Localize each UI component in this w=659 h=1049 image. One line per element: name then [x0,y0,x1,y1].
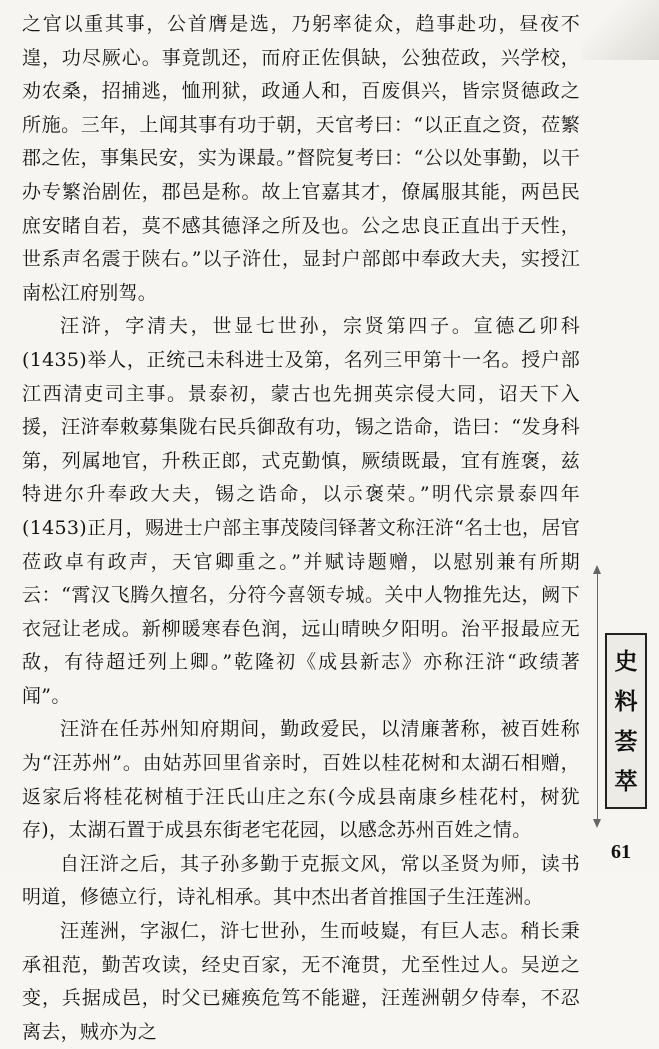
paragraph-1: 之官以重其事，公首膺是选，乃躬率徒众，趋事赴功，昼夜不遑，功尽厥心。事竟凯还，而府正佐俱缺，公独莅政，兴学校，劝农桑，招捕逃，恤刑狱，政通人和，百废俱兴，皆宗贤德政之所施。三年，上闻其事有功于朝，天官考曰：“以正直之资，莅繁郡之佐，事集民安，实为课最。”督院复考曰：“公以处事勤，以干办专繁治剧佐，郡邑是称。故上官嘉其才，僚属服其能，两邑民庶安睹自若，莫不感其德泽之所及也。公之忠良正直出于天性，世系声名震于陕右。”以子浒仕，显封户部郎中奉政大夫，实授江南松江府别驾。 [22,13,580,304]
paragraph-2: 汪浒，字清夫，世显七世孙，宗贤第四子。宣德乙卯科(1435)举人，正统己未科进士及第，名列三甲第十一名。授户部江西清吏司主事。景泰初，蒙古也先拥英宗侵大同，诏天下入援，汪浒奉敕募集陇右民兵御敌有功，锡之诰命，诰曰：“发身科第，列属地官，升秩正郎，式克勤慎，厥绩既最，宜有旌褒，兹特进尔升奉政大夫，锡之诰命，以示褒荣。”明代宗景泰四年(1453)正月，赐进士户部主事茂陵闫铎著文称汪浒“名士也，居官莅政卓有政声，天官卿重之。”并赋诗题赠，以慰别兼有所期云：“霄汉飞腾久擅名，分符今喜领专城。关中人物推先达，阙下衣冠让老成。新柳暖寒春色润，远山晴映夕阳明。治平报最应无敌，有待超迁列上卿。”乾隆初《成县新志》亦称汪浒“政绩著闻”。 [22,315,580,707]
paragraph-4: 自汪浒之后，其子孙多勤于克振文风，常以圣贤为师，读书明道，修德立行，诗礼相承。其中杰出者首推国子生汪莲洲。 [22,852,580,909]
side-column [591,565,651,865]
side-rule [597,573,598,821]
section-label-char: 荟 [614,727,638,755]
scan-shadow [581,0,659,60]
section-label-char: 萃 [614,767,638,795]
section-label-char: 料 [614,687,638,715]
section-label-char: 史 [614,647,638,675]
section-label [605,633,647,809]
paragraph-5: 汪莲洲，字淑仁，浒七世孙，生而岐嶷，有巨人志。稍长秉承祖范，勤苦攻读，经史百家，无不淹贯，尤至性过人。吴逆之变，兵据成邑，时父已瘫痪危笃不能避，汪莲洲朝夕侍奉，不忍离去，贼亦为之 [22,920,580,1043]
arrow-down-icon [593,819,601,828]
body-text [22,8,580,1049]
paragraph-3: 汪浒在任苏州知府期间，勤政爱民，以清廉著称，被百姓称为“汪苏州”。由姑苏回里省亲时，百姓以桂花树和太湖石相赠，返家后将桂花树植于汪氏山庄之东(今成县南康乡桂花村，树犹存)，太湖石置于成县东街老宅花园，以感念苏州百姓之情。 [22,718,580,842]
page-number: 61 [611,841,631,863]
